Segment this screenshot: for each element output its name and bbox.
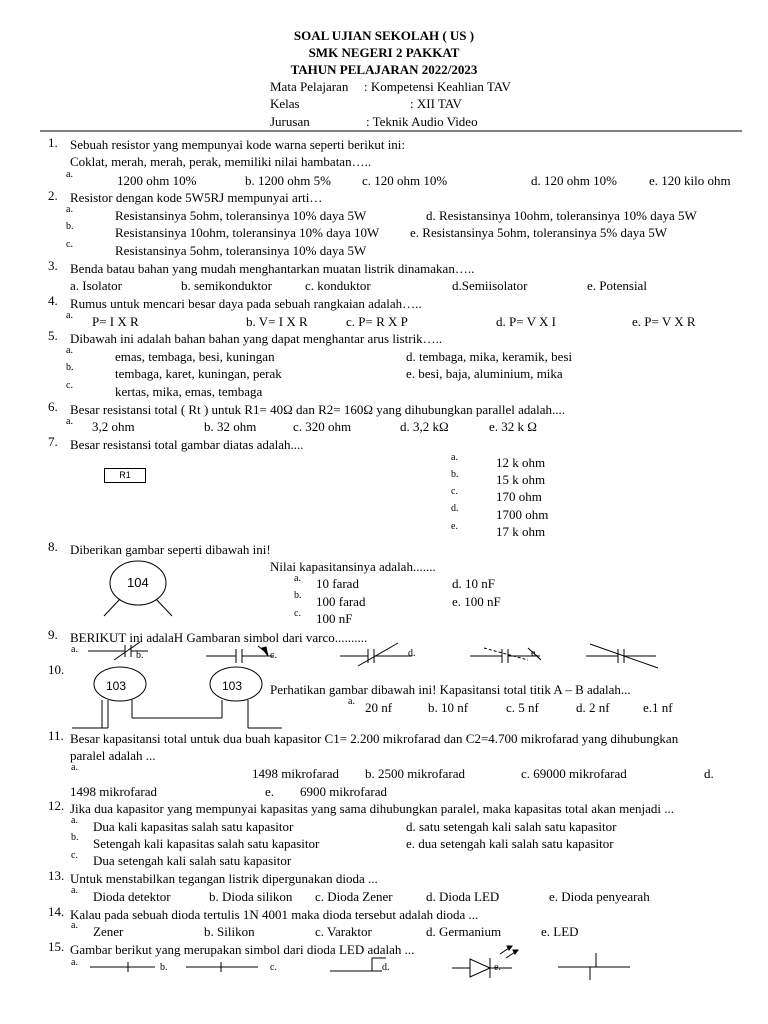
doc-title: SOAL UJIAN SEKOLAH ( US ) <box>293 28 475 43</box>
option-label: a. <box>71 920 78 931</box>
jurusan-value: : Teknik Audio Video <box>366 114 478 129</box>
option-b: Setengah kali kapasitas salah satu kapasitor <box>93 836 320 851</box>
option-b: b. Dioda silikon <box>209 889 293 904</box>
option-d: d. tembaga, mika, keramik, besi <box>406 349 573 364</box>
option-d: d. satu setengah kali salah satu kapasitor <box>406 819 617 834</box>
option-b: 15 k ohm <box>496 472 546 487</box>
option-label: c. <box>71 850 78 861</box>
option-c: c. 320 ohm <box>293 419 352 434</box>
option-a: 1200 ohm 10% <box>117 173 197 188</box>
option-b: 100 farad <box>316 594 366 609</box>
option-a: Dua kali kapasitas salah satu kapasitor <box>93 819 294 834</box>
mapel-value: : Kompetensi Keahlian TAV <box>364 79 511 94</box>
question-number: 15. <box>48 939 65 954</box>
capacitor-1-label: 103 <box>106 679 127 693</box>
option-a: Dioda detektor <box>93 889 171 904</box>
option-b: b. semikonduktor <box>181 278 272 293</box>
option-label: c. <box>451 486 458 497</box>
option-label: a. <box>71 815 78 826</box>
question-number: 10. <box>48 662 65 677</box>
option-c: 170 ohm <box>496 489 542 504</box>
option-c: kertas, mika, emas, tembaga <box>115 384 263 399</box>
question-text: Gambar berikut yang merupakan simbol dari dioda LED adalah ... <box>70 942 415 957</box>
option-label: e. <box>451 521 458 532</box>
question-text: Jika dua kapasitor yang mempunyai kapasitas yang sama dihubungkan paralel, maka kapasitas total akan menjadi ... <box>70 801 674 816</box>
option-c: c. konduktor <box>305 278 371 293</box>
question-number: 4. <box>48 293 58 308</box>
question-text: Benda batau bahan yang mudah menghantarkan muatan listrik dinamakan….. <box>70 261 475 276</box>
varco-symbol-b-icon <box>206 646 274 663</box>
question-text: Resistor dengan kode 5W5RJ mempunyai arti… <box>70 190 323 205</box>
option-label: d. <box>382 962 390 973</box>
option-a: 12 k ohm <box>496 455 546 470</box>
option-label: b. <box>294 590 302 601</box>
option-label: b. <box>66 362 74 373</box>
option-a: 1498 mikrofarad <box>252 766 340 781</box>
capacitor-code-label: 104 <box>127 575 149 590</box>
option-b: b. 10 nf <box>428 700 469 715</box>
option-label: a. <box>66 310 73 321</box>
option-d: d. 120 ohm 10% <box>531 173 617 188</box>
option-a: 10 farad <box>316 576 359 591</box>
option-label: a. <box>294 573 301 584</box>
mapel-label: Mata Pelajaran <box>270 79 349 94</box>
question-number: 14. <box>48 904 65 919</box>
option-d: d. 2 nf <box>576 700 610 715</box>
option-label: c. <box>294 608 301 619</box>
option-b: tembaga, karet, kuningan, perak <box>115 366 282 381</box>
ceramic-capacitor-icon <box>104 561 172 616</box>
question-text: Kalau pada sebuah dioda tertulis 1N 4001 maka dioda tersebut adalah dioda ... <box>70 907 479 922</box>
option-d: d. Germanium <box>426 924 502 939</box>
question-number: 8. <box>48 539 58 554</box>
option-label: d. <box>408 648 416 659</box>
question-text: Diberikan gambar seperti dibawah ini! <box>70 542 271 557</box>
option-e: e. 100 nF <box>452 594 501 609</box>
option-b: b. 1200 ohm 5% <box>245 173 331 188</box>
option-label: d. <box>451 503 459 514</box>
option-e: e. P= V X R <box>632 314 696 329</box>
option-e: e. besi, baja, aluminium, mika <box>406 366 563 381</box>
option-c: c. Varaktor <box>315 924 372 939</box>
question-number: 5. <box>48 328 58 343</box>
option-label: b. <box>160 962 168 973</box>
diode-symbol-c-icon <box>330 958 386 971</box>
option-label: a. <box>66 169 73 180</box>
question-number: 3. <box>48 258 58 273</box>
school-name: SMK NEGERI 2 PAKKAT <box>308 45 460 60</box>
option-c: c. Dioda Zener <box>315 889 393 904</box>
option-label: a. <box>348 696 355 707</box>
option-label: b. <box>451 469 459 480</box>
option-label: e. <box>494 962 501 973</box>
option-c: c. 69000 mikrofarad <box>521 766 627 781</box>
diode-symbol-e-icon <box>558 953 630 980</box>
question-text-2: paralel adalah ... <box>70 748 156 763</box>
option-label: c. <box>66 380 73 391</box>
option-label: a. <box>71 644 78 655</box>
option-b: Resistansinya 10ohm, toleransinya 10% daya 10W <box>115 225 380 240</box>
option-label: a. <box>66 345 73 356</box>
option-e: e. 32 k Ω <box>489 419 537 434</box>
option-label: c. <box>270 650 277 661</box>
option-label: c. <box>66 239 73 250</box>
option-label: a. <box>71 957 78 968</box>
option-label: b. <box>66 221 74 232</box>
kelas-label: Kelas <box>270 96 300 111</box>
option-label: b. <box>71 832 79 843</box>
option-a: 3,2 ohm <box>92 419 135 434</box>
option-label: e. <box>531 648 538 659</box>
option-b: b. 32 ohm <box>204 419 257 434</box>
question-text: BERIKUT ini adalaH Gambaran simbol dari varco.......... <box>70 630 368 645</box>
resistor-r1-box: R1 <box>104 468 146 483</box>
question-text: Besar kapasitansi total untuk dua buah kapasitor C1= 2.200 mikrofarad dan C2=4.700 mikrofarad yang dihubungkan <box>70 731 679 746</box>
jurusan-label: Jurusan <box>270 114 310 129</box>
diode-symbol-b-icon <box>186 962 258 972</box>
option-a: a. Isolator <box>70 278 122 293</box>
question-number: 2. <box>48 188 58 203</box>
kelas-value: : XII TAV <box>410 96 462 111</box>
diode-symbol-a-icon <box>90 962 155 972</box>
option-d: d. Resistansinya 10ohm, toleransinya 10% daya 5W <box>426 208 697 223</box>
option-c: 100 nF <box>316 611 353 626</box>
option-c: c. 120 ohm 10% <box>362 173 448 188</box>
option-e: e. LED <box>541 924 579 939</box>
option-a: 20 nf <box>365 700 393 715</box>
option-d: d.Semiisolator <box>452 278 528 293</box>
option-b: b. 2500 mikrofarad <box>365 766 466 781</box>
option-d: d. P= V X I <box>496 314 556 329</box>
option-a: Resistansinya 5ohm, toleransinya 10% daya 5W <box>115 208 367 223</box>
option-d: d. Dioda LED <box>426 889 500 904</box>
option-a: P= I X R <box>92 314 139 329</box>
question-text-2: Coklat, merah, merah, perak, memiliki nilai hambatan….. <box>70 154 372 169</box>
option-a: Zener <box>93 924 124 939</box>
question-number: 13. <box>48 868 65 883</box>
led-diode-symbol-icon <box>452 946 518 978</box>
option-label: a. <box>71 885 78 896</box>
option-label: c. <box>270 962 277 973</box>
option-b: b. Silikon <box>204 924 255 939</box>
varco-symbol-e-icon <box>586 644 658 668</box>
question-text: Rumus untuk mencari besar daya pada sebuah rangkaian adalah….. <box>70 296 422 311</box>
option-label: a. <box>66 416 73 427</box>
option-e: e. Potensial <box>587 278 647 293</box>
option-e: e. dua setengah kali salah satu kapasitor <box>406 836 614 851</box>
option-label: a. <box>66 204 73 215</box>
question-number: 7. <box>48 434 58 449</box>
series-capacitor-circuit-icon <box>72 667 282 728</box>
option-d: d. 10 nF <box>452 576 495 591</box>
option-c: Dua setengah kali salah satu kapasitor <box>93 853 292 868</box>
question-text: Dibawah ini adalah bahan bahan yang dapat menghantar arus listrik….. <box>70 331 443 346</box>
option-a: emas, tembaga, besi, kuningan <box>115 349 275 364</box>
option-c: c. 5 nf <box>506 700 539 715</box>
question-text: Perhatikan gambar dibawah ini! Kapasitansi total titik A – B adalah... <box>270 682 631 697</box>
varco-symbol-a-icon <box>88 642 148 660</box>
question-text: Sebuah resistor yang mempunyai kode warna seperti berikut ini: <box>70 137 406 152</box>
question-number: 9. <box>48 627 58 642</box>
question-number: 1. <box>48 135 58 150</box>
question-number: 11. <box>48 728 64 743</box>
option-e-value: 6900 mikrofarad <box>300 784 388 799</box>
question-number: 6. <box>48 399 58 414</box>
question-number: 12. <box>48 798 65 813</box>
option-label: a. <box>451 452 458 463</box>
option-e: e. <box>265 784 275 799</box>
question-text: Besar resistansi total gambar diatas adalah.... <box>70 437 304 452</box>
option-label: a. <box>71 762 78 773</box>
question-text: Untuk menstabilkan tegangan listrik dipergunakan dioda ... <box>70 871 378 886</box>
option-d-value: 1498 mikrofarad <box>70 784 158 799</box>
option-e: e.1 nf <box>643 700 673 715</box>
option-label: b. <box>136 650 144 661</box>
option-d: d. <box>704 766 714 781</box>
varco-symbol-c-icon <box>340 643 412 666</box>
question-subtext: Nilai kapasitansinya adalah....... <box>270 559 436 574</box>
option-c: Resistansinya 5ohm, toleransinya 10% daya 5W <box>115 243 367 258</box>
option-d: d. 3,2 kΩ <box>400 419 449 434</box>
option-e: e. Resistansinya 5ohm, toleransinya 5% daya 5W <box>410 225 668 240</box>
option-c: c. P= R X P <box>346 314 408 329</box>
option-e: 17 k ohm <box>496 524 546 539</box>
option-e: e. 120 kilo ohm <box>649 173 731 188</box>
option-d: 1700 ohm <box>496 507 549 522</box>
option-b: b. V= I X R <box>246 314 308 329</box>
question-text: Besar resistansi total ( Rt ) untuk R1= 40Ω dan R2= 160Ω yang dihubungkan parallel adalah.... <box>70 402 566 417</box>
varco-symbol-d-icon <box>470 648 541 663</box>
capacitor-2-label: 103 <box>222 679 243 693</box>
option-e: e. Dioda penyearah <box>549 889 650 904</box>
school-year: TAHUN PELAJARAN 2022/2023 <box>290 62 478 77</box>
